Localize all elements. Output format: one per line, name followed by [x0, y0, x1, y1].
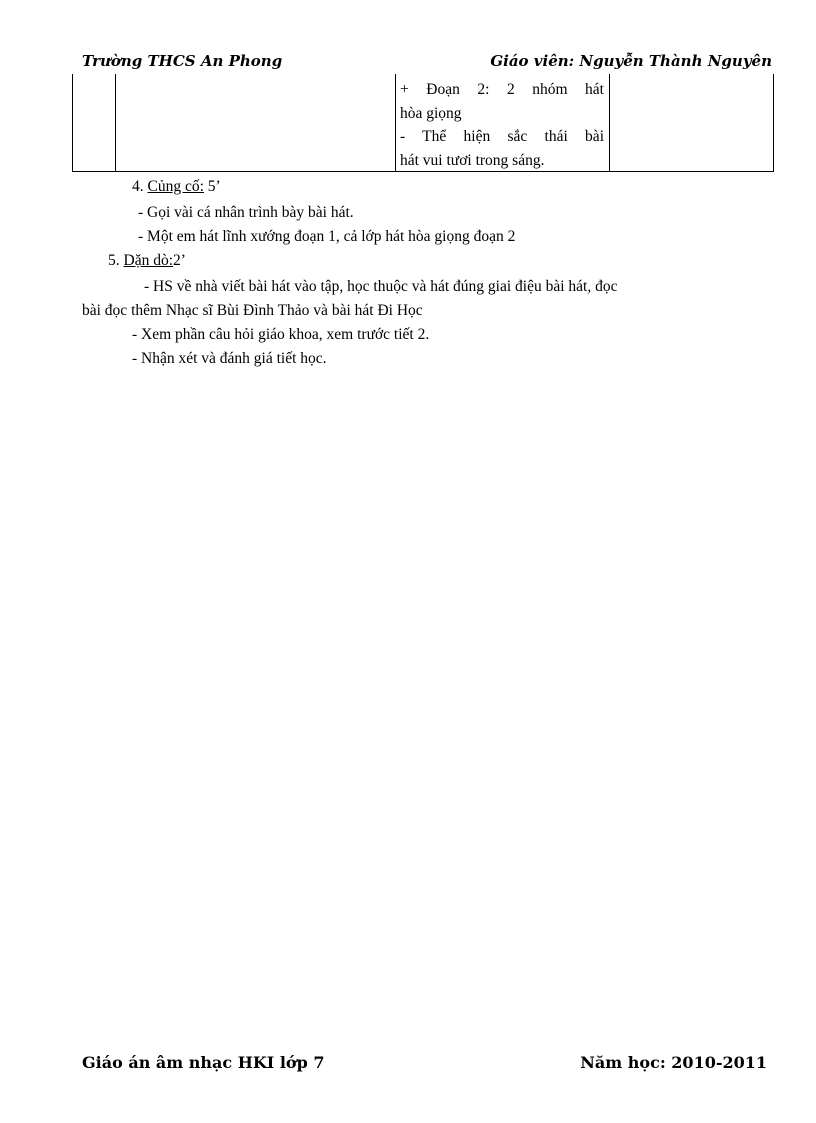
section-number: 4.	[132, 178, 144, 195]
section-4-item: - Một em hát lĩnh xướng đoạn 1, cả lớp hát hòa giọng đoạn 2	[138, 228, 516, 245]
cell-line: - Thể hiện sắc thái bài	[400, 128, 604, 145]
table-column-border	[773, 74, 774, 172]
section-4-item: - Gọi vài cá nhân trình bày bài hát.	[138, 204, 354, 221]
page-footer	[82, 1053, 767, 1077]
table-column-border	[395, 74, 396, 172]
table-column-border	[115, 74, 116, 172]
section-time: 2’	[173, 252, 186, 269]
cell-line: + Đoạn 2: 2 nhóm hát	[400, 81, 604, 98]
section-title: Dặn dò:	[123, 252, 174, 269]
section-time: 5’	[207, 178, 221, 195]
page-header	[82, 50, 772, 72]
section-5-item: - Nhận xét và đánh giá tiết học.	[132, 350, 327, 367]
section-5-item: - HS về nhà viết bài hát vào tập, học thuộc và hát đúng giai điệu bài hát, đọc	[144, 278, 618, 295]
section-5-item: - Xem phần câu hỏi giáo khoa, xem trước tiết 2.	[132, 326, 430, 343]
table-column-border	[609, 74, 610, 172]
cell-line: hòa giọng	[400, 104, 462, 122]
school-name: Trường THCS An Phong	[82, 52, 283, 70]
section-5-item: bài đọc thêm Nhạc sĩ Bùi Đình Thảo và bài hát Đi Học	[82, 302, 423, 319]
section-5-heading	[108, 250, 186, 272]
section-title: Củng cố:	[147, 178, 204, 195]
footer-lesson-plan: Giáo án âm nhạc HKI lớp 7	[82, 1053, 325, 1072]
footer-school-year: Năm học: 2010-2011	[580, 1053, 767, 1072]
cell-line: hát vui tươi trong sáng.	[400, 151, 545, 169]
table-column-border	[72, 74, 73, 172]
table-cell-activity	[400, 78, 604, 172]
section-number: 5.	[108, 252, 120, 269]
teacher-name: Giáo viên: Nguyễn Thành Nguyên	[490, 52, 772, 70]
section-4-heading	[132, 176, 221, 198]
